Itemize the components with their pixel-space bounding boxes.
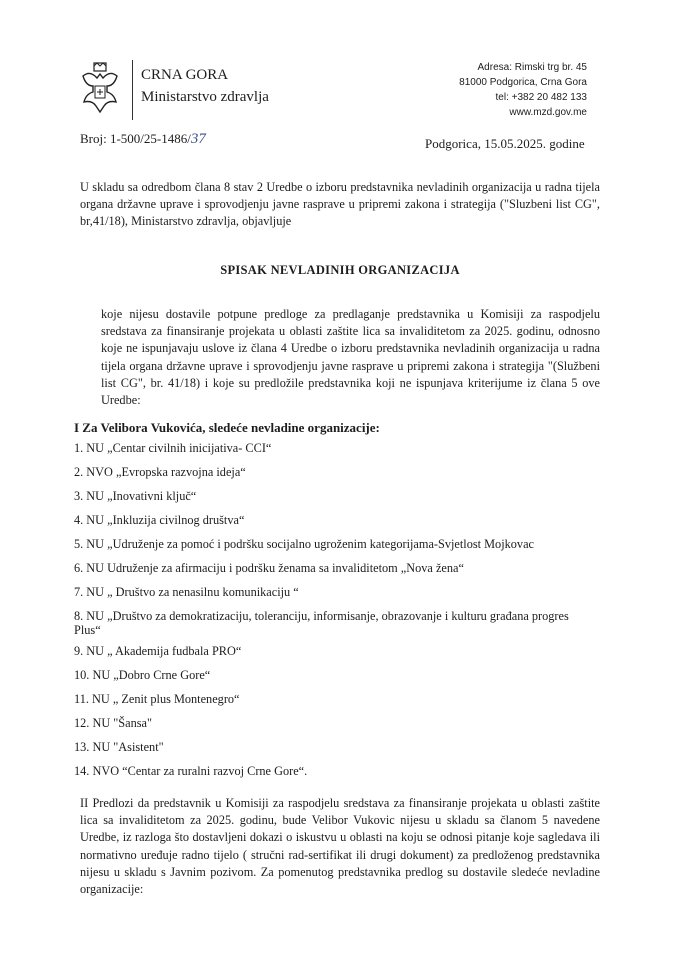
description-paragraph: koje nijesu dostavile potpune predloge za predlaganje predstavnika u Komisiji za raspodjelu sredstava za finansiranje projekata u oblasti zaštite lica sa invaliditetom za 2025. godinu, odnosno koje ne ispunjavaju uslove iz člana 4 Uredbe o izboru predstavnika nevladinih organizacija u radna tijela organa državne uprave i sprovodjenju javne rasprave u pripremi zakona i strategija "(Službeni list CG", br. 41/18) i koje su predložile predstavnika koji ne ispunjava kriterijume iz člana 5 ove Uredbe: xyxy=(101,307,600,408)
list-item: 13. NU "Asistent" xyxy=(74,740,164,754)
list-item: 7. NU „ Društvo za nenasilnu komunikaciju “ xyxy=(74,585,299,599)
list-item: 1. NU „Centar civilnih inicijativa- CCI“ xyxy=(74,441,272,455)
list-item: 8. NU „Društvo za demokratizaciju, toleranciju, informisanje, obrazovanje i kulturu građana progres Plus“ xyxy=(74,609,569,637)
list-item: 2. NVO „Evropska razvojna ideja“ xyxy=(74,465,246,479)
intro-paragraph: U skladu sa odredbom člana 8 stav 2 Uredbe o izboru predstavnika nevladinih organizacija u radna tijela organa državne uprave i sprovodjenju javne rasprave u pripremi zakona i strategija ("Sluzbeni list CG", br,41/18), Ministarstvo zdravlja, objavljuje xyxy=(80,180,600,229)
header-divider xyxy=(132,60,133,120)
document-title: SPISAK NEVLADINIH ORGANIZACIJA xyxy=(220,263,460,277)
organization-name xyxy=(141,64,269,108)
list-item: 3. NU „Inovativni ključ“ xyxy=(74,489,197,503)
section-1-heading: I Za Velibora Vukovića, sledeće nevladine organizacije: xyxy=(74,420,380,435)
list-item: 12. NU "Šansa" xyxy=(74,716,153,730)
organization-list xyxy=(74,441,614,788)
list-item: 5. NU „Udruženje za pomoć i podršku socijalno ugroženim kategorijama-Svjetlost Mojkovac xyxy=(74,537,534,551)
reference-number-handwritten: 37 xyxy=(190,131,206,147)
list-item: 9. NU „ Akademija fudbala PRO“ xyxy=(74,644,242,658)
section-2-paragraph: II Predlozi da predstavnik u Komisiji za raspodjelu sredstava za finansiranje projekata u oblasti zaštite lica sa invaliditetom za 2025. godinu, bude Velibor Vukovic nijesu u skladu sa članom 5 navedene Uredbe, iz razloga što dostavljeni dokazi o iskustvu u oblasti na koju se odnosi pitanje koje sagledava ili normativno uređuje radno tijelo ( stručni rad-sertifikat ili drugi dokument) za predloženog predstavnika nijesu u skladu s Javnim pozivom. Za pomenutog predstavnika predlog su dostavile sledeće nevladine organizacije: xyxy=(80,796,600,897)
list-item: 14. NVO “Centar za ruralni razvoj Crne Gore“. xyxy=(74,764,308,778)
reference-number xyxy=(80,131,206,148)
address-phone: tel: +382 20 482 133 xyxy=(495,92,587,103)
address-street: Adresa: Rimski trg br. 45 xyxy=(477,62,587,73)
list-item: 6. NU Udruženje za afirmaciju i podršku ženama sa invaliditetom „Nova žena“ xyxy=(74,561,464,575)
reference-number-text: Broj: 1-500/25-1486/ xyxy=(80,131,191,146)
org-country: CRNA GORA xyxy=(141,67,229,83)
list-item: 10. NU „Dobro Crne Gore“ xyxy=(74,668,211,682)
org-ministry: Ministarstvo zdravlja xyxy=(141,89,269,105)
list-item: 4. NU „Inkluzija civilnog društva“ xyxy=(74,513,245,527)
document-date: Podgorica, 15.05.2025. godine xyxy=(425,136,585,151)
list-item: 11. NU „ Zenit plus Montenegro“ xyxy=(74,692,240,706)
coat-of-arms-icon xyxy=(80,62,120,116)
address-city: 81000 Podgorica, Crna Gora xyxy=(459,77,587,88)
address-block xyxy=(459,60,587,120)
address-website: www.mzd.gov.me xyxy=(509,107,587,118)
